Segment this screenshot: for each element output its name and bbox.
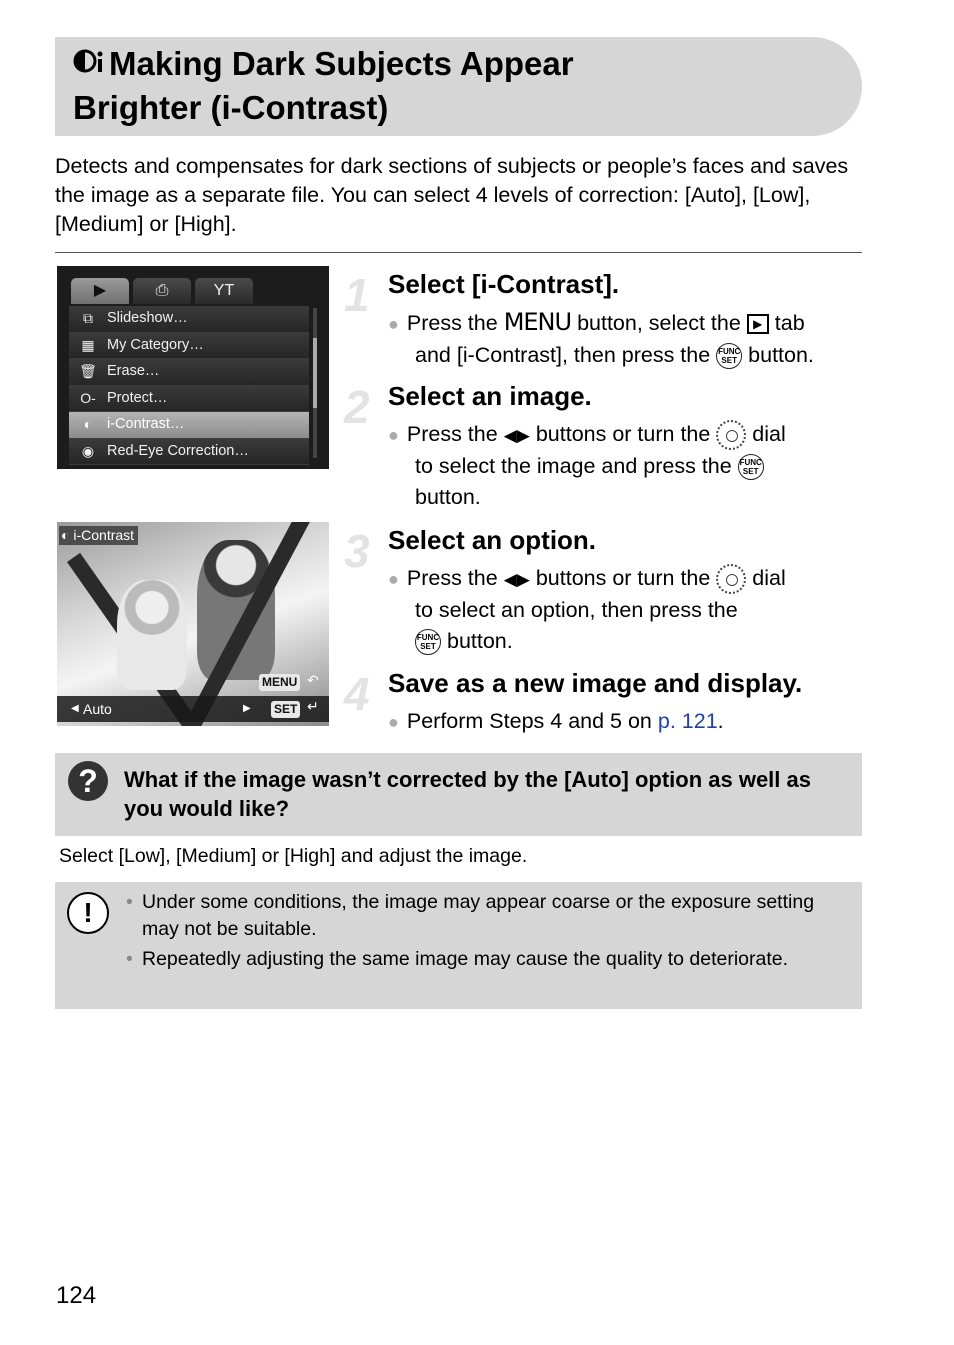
question-icon: ? bbox=[68, 761, 108, 801]
menu-item-erase: 🗑 Erase… bbox=[69, 359, 309, 386]
question-title: What if the image wasn’t corrected by the [Auto] option as well as you would like? bbox=[124, 767, 811, 821]
caution-item: • Under some conditions, the image may appear coarse or the exposure setting may not be suitable. bbox=[124, 889, 849, 943]
page-title bbox=[73, 42, 833, 130]
step-3-body: ● Press the ◀▶ buttons or turn the dial to select an option, then press the FUNC SET button. bbox=[388, 563, 868, 657]
page-number: 124 bbox=[56, 1282, 97, 1309]
menu-item-my-category: ▦ My Category… bbox=[69, 333, 309, 360]
option-value: Auto bbox=[83, 701, 112, 717]
step-1-body: ● Press the MENU button, select the ▶ tab and [i-Contrast], then press the FUNC SET button. bbox=[388, 307, 868, 371]
caution-item: • Repeatedly adjusting the same image may cause the quality to deteriorate. bbox=[124, 946, 849, 973]
bullet-icon: ● bbox=[388, 569, 399, 589]
menu-scroll-thumb bbox=[313, 338, 317, 408]
set-badge: SET bbox=[271, 701, 300, 718]
menu-item-protect: O‑ Protect… bbox=[69, 386, 309, 413]
left-right-buttons-icon: ◀▶ bbox=[503, 425, 530, 445]
control-dial-icon bbox=[716, 420, 746, 450]
step-3-title: Select an option. bbox=[388, 525, 597, 555]
erase-icon: 🗑 bbox=[79, 363, 97, 379]
caution-icon: ! bbox=[67, 892, 109, 934]
step-2-title: Select an image. bbox=[388, 381, 592, 411]
step-number-4: 4 bbox=[344, 668, 370, 720]
enter-icon: ↵ bbox=[307, 698, 319, 714]
playback-tab-icon: ▶ bbox=[747, 314, 769, 334]
my-category-icon: ▦ bbox=[81, 336, 95, 353]
menu-badge: MENU bbox=[259, 674, 300, 691]
tab-settings: YT bbox=[195, 278, 253, 304]
photo-child-left bbox=[117, 580, 187, 690]
i-contrast-icon: ◐ bbox=[83, 416, 93, 432]
title-line-2: Brighter (i-Contrast) bbox=[73, 89, 389, 126]
left-arrow-icon: ◀ bbox=[71, 703, 79, 714]
step-2-body: ● Press the ◀▶ buttons or turn the dial to select the image and press the FUNC SET button. bbox=[388, 419, 868, 513]
protect-icon: O‑ bbox=[80, 389, 96, 406]
menu-tabs bbox=[69, 276, 317, 306]
bullet-icon: ● bbox=[388, 425, 399, 445]
i-contrast-icon bbox=[73, 42, 109, 86]
camera-menu-screen bbox=[57, 266, 329, 469]
step-number-1: 1 bbox=[344, 269, 370, 321]
slideshow-icon: ⧉ bbox=[83, 310, 93, 326]
divider bbox=[55, 252, 862, 253]
left-right-buttons-icon: ◀▶ bbox=[503, 569, 530, 589]
tab-print: ⎙ bbox=[133, 278, 191, 304]
right-arrow-icon: ▶ bbox=[243, 703, 251, 714]
bullet-icon: ● bbox=[388, 712, 399, 732]
page-link[interactable]: p. 121 bbox=[657, 709, 718, 733]
red-eye-icon: ◉ bbox=[81, 442, 95, 459]
func-set-button-icon: FUNC SET bbox=[415, 629, 441, 655]
func-set-button-icon: FUNC SET bbox=[738, 454, 764, 480]
title-line-1: Making Dark Subjects Appear bbox=[109, 45, 574, 82]
step-number-2: 2 bbox=[344, 381, 370, 433]
menu-item-red-eye: ◉ Red-Eye Correction… bbox=[69, 439, 309, 466]
menu-button-icon: MENU bbox=[503, 308, 572, 336]
func-set-button-icon: FUNC SET bbox=[716, 343, 742, 369]
step-number-3: 3 bbox=[344, 525, 370, 577]
menu-list bbox=[69, 306, 309, 465]
menu-item-slideshow: ⧉ Slideshow… bbox=[69, 306, 309, 333]
bullet-icon: ● bbox=[388, 314, 399, 334]
screen-label: ◐ i-Contrast bbox=[59, 526, 138, 545]
question-answer: Select [Low], [Medium] or [High] and adjust the image. bbox=[59, 845, 528, 867]
menu-item-i-contrast: ◐ i-Contrast… bbox=[69, 412, 309, 439]
intro-text: Detects and compensates for dark sections of subjects or people’s faces and saves the image as a separate file. You can select 4 levels of correction: [Auto], [Low], [Medium] or [High]. bbox=[55, 154, 849, 236]
return-icon: ↶ bbox=[307, 672, 319, 688]
step-1-title: Select [i-Contrast]. bbox=[388, 269, 620, 299]
tab-playback: ▶ bbox=[71, 278, 129, 304]
caution-list bbox=[124, 889, 849, 976]
step-4-title: Save as a new image and display. bbox=[388, 668, 803, 698]
step-4-body: ● Perform Steps 4 and 5 on p. 121. bbox=[388, 709, 724, 733]
control-dial-icon bbox=[716, 564, 746, 594]
i-contrast-screen bbox=[57, 522, 329, 726]
